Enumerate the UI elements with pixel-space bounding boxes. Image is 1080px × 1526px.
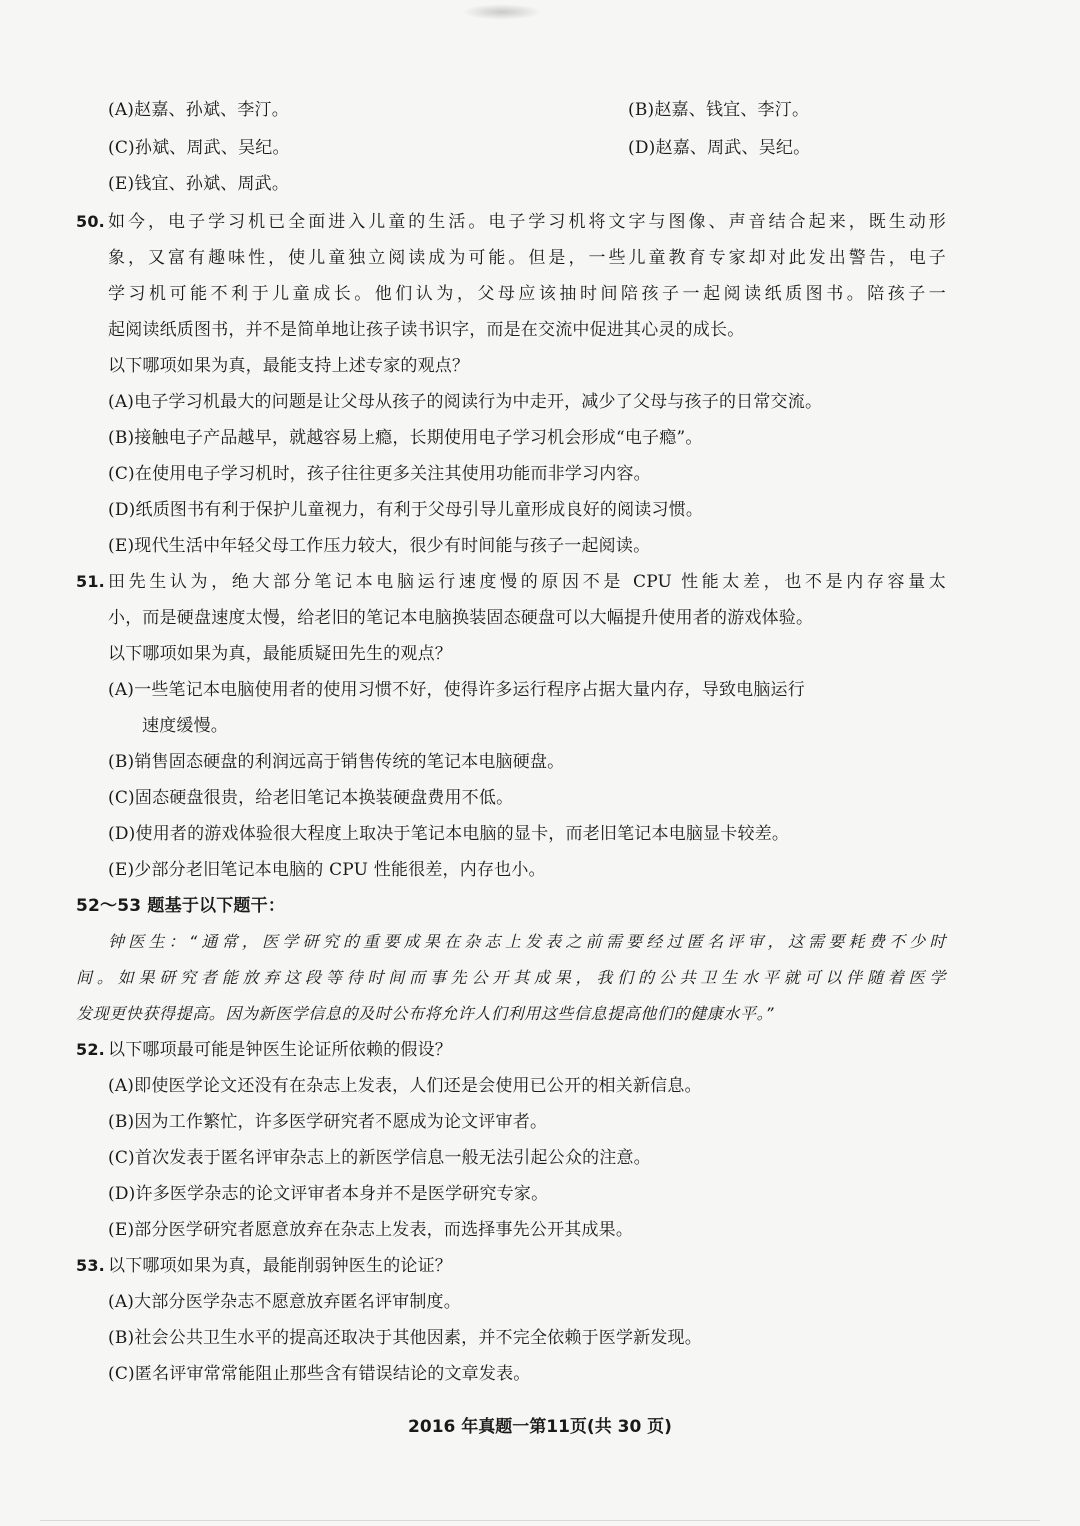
q49-option-e: (E)钱宜、孙斌、周武。	[108, 174, 290, 194]
q50-option-e: (E)现代生活中年轻父母工作压力较大，很少有时间能与孩子一起阅读。	[108, 536, 651, 556]
q49-option-d: (D)赵嘉、周武、吴纪。	[628, 138, 811, 158]
q52-option-e: (E)部分医学研究者愿意放弃在杂志上发表，而选择事先公开其成果。	[108, 1220, 634, 1240]
q53-option-c: (C)匿名评审常常能阻止那些含有错误结论的文章发表。	[108, 1364, 531, 1384]
q51-stem-line-2: 小，而是硬盘速度太慢，给老旧的笔记本电脑换装固态硬盘可以大幅提升使用者的游戏体验。	[108, 608, 814, 628]
q51-question: 以下哪项如果为真，最能质疑田先生的观点？	[108, 644, 452, 664]
q50-option-a: (A)电子学习机最大的问题是让父母从孩子的阅读行为中走开，减少了父母与孩子的日常交流。	[108, 392, 823, 412]
q52-question: 以下哪项最可能是钟医生论证所依赖的假设？	[108, 1040, 452, 1060]
scan-smudge	[462, 4, 542, 20]
shared-stem-line-1: 钟医生：“通常，医学研究的重要成果在杂志上发表之前需要经过匿名评审，这需要耗费不少时	[108, 932, 946, 951]
q53-question: 以下哪项如果为真，最能削弱钟医生的论证？	[108, 1256, 452, 1276]
q51-option-b: (B)销售固态硬盘的利润远高于销售传统的笔记本电脑硬盘。	[108, 752, 565, 772]
shared-stem-line-2: 间。如果研究者能放弃这段等待时间而事先公开其成果，我们的公共卫生水平就可以伴随着医学	[76, 968, 946, 987]
q51-option-a-cont: 速度缓慢。	[142, 716, 228, 736]
q51-stem-line-1: 田先生认为，绝大部分笔记本电脑运行速度慢的原因不是 CPU 性能太差，也不是内存容量太	[108, 572, 946, 592]
q50-stem-line-2: 象，又富有趣味性，使儿童独立阅读成为可能。但是，一些儿童教育专家却对此发出警告，电子	[108, 248, 946, 268]
q49-option-c: (C)孙斌、周武、吴纪。	[108, 138, 290, 158]
q52-number: 52.	[76, 1040, 105, 1059]
q50-option-b: (B)接触电子产品越早，就越容易上瘾，长期使用电子学习机会形成“电子瘾”。	[108, 428, 703, 448]
bottom-rule	[40, 1520, 1040, 1521]
q52-option-a: (A)即使医学论文还没有在杂志上发表，人们还是会使用已公开的相关新信息。	[108, 1076, 702, 1096]
q50-option-c: (C)在使用电子学习机时，孩子往往更多关注其使用功能而非学习内容。	[108, 464, 651, 484]
q53-option-a: (A)大部分医学杂志不愿意放弃匿名评审制度。	[108, 1292, 461, 1312]
q49-option-b: (B)赵嘉、钱宜、李汀。	[628, 100, 810, 120]
q53-number: 53.	[76, 1256, 105, 1275]
q50-option-d: (D)纸质图书有利于保护儿童视力，有利于父母引导儿童形成良好的阅读习惯。	[108, 500, 704, 520]
q51-option-a: (A)一些笔记本电脑使用者的使用习惯不好，使得许多运行程序占据大量内存，导致电脑运行	[108, 680, 805, 700]
page-footer: 2016 年真题一第11页(共 30 页)	[408, 1417, 672, 1437]
q50-stem-line-1: 如今，电子学习机已全面进入儿童的生活。电子学习机将文字与图像、声音结合起来，既生动形	[108, 212, 946, 232]
shared-stem-heading: 52～53 题基于以下题干：	[76, 896, 286, 916]
q50-stem-line-4: 起阅读纸质图书，并不是简单地让孩子读书识字，而是在交流中促进其心灵的成长。	[108, 320, 745, 340]
q51-option-d: (D)使用者的游戏体验很大程度上取决于笔记本电脑的显卡，而老旧笔记本电脑显卡较差。	[108, 824, 790, 844]
q52-option-b: (B)因为工作繁忙，许多医学研究者不愿成为论文评审者。	[108, 1112, 548, 1132]
q50-question: 以下哪项如果为真，最能支持上述专家的观点？	[108, 356, 470, 376]
q50-number: 50.	[76, 212, 105, 231]
q53-option-b: (B)社会公共卫生水平的提高还取决于其他因素，并不完全依赖于医学新发现。	[108, 1328, 702, 1348]
shared-stem-line-3: 发现更快获得提高。因为新医学信息的及时公布将允许人们利用这些信息提高他们的健康水平。”	[76, 1004, 775, 1023]
q51-option-e: (E)少部分老旧笔记本电脑的 CPU 性能很差，内存也小。	[108, 860, 546, 880]
q51-option-c: (C)固态硬盘很贵，给老旧笔记本换装硬盘费用不低。	[108, 788, 514, 808]
q52-option-d: (D)许多医学杂志的论文评审者本身并不是医学研究专家。	[108, 1184, 549, 1204]
q51-number: 51.	[76, 572, 105, 591]
q49-option-a: (A)赵嘉、孙斌、李汀。	[108, 100, 289, 120]
q50-stem-line-3: 学习机可能不利于儿童成长。他们认为，父母应该抽时间陪孩子一起阅读纸质图书。陪孩子一	[108, 284, 946, 304]
q52-option-c: (C)首次发表于匿名评审杂志上的新医学信息一般无法引起公众的注意。	[108, 1148, 651, 1168]
